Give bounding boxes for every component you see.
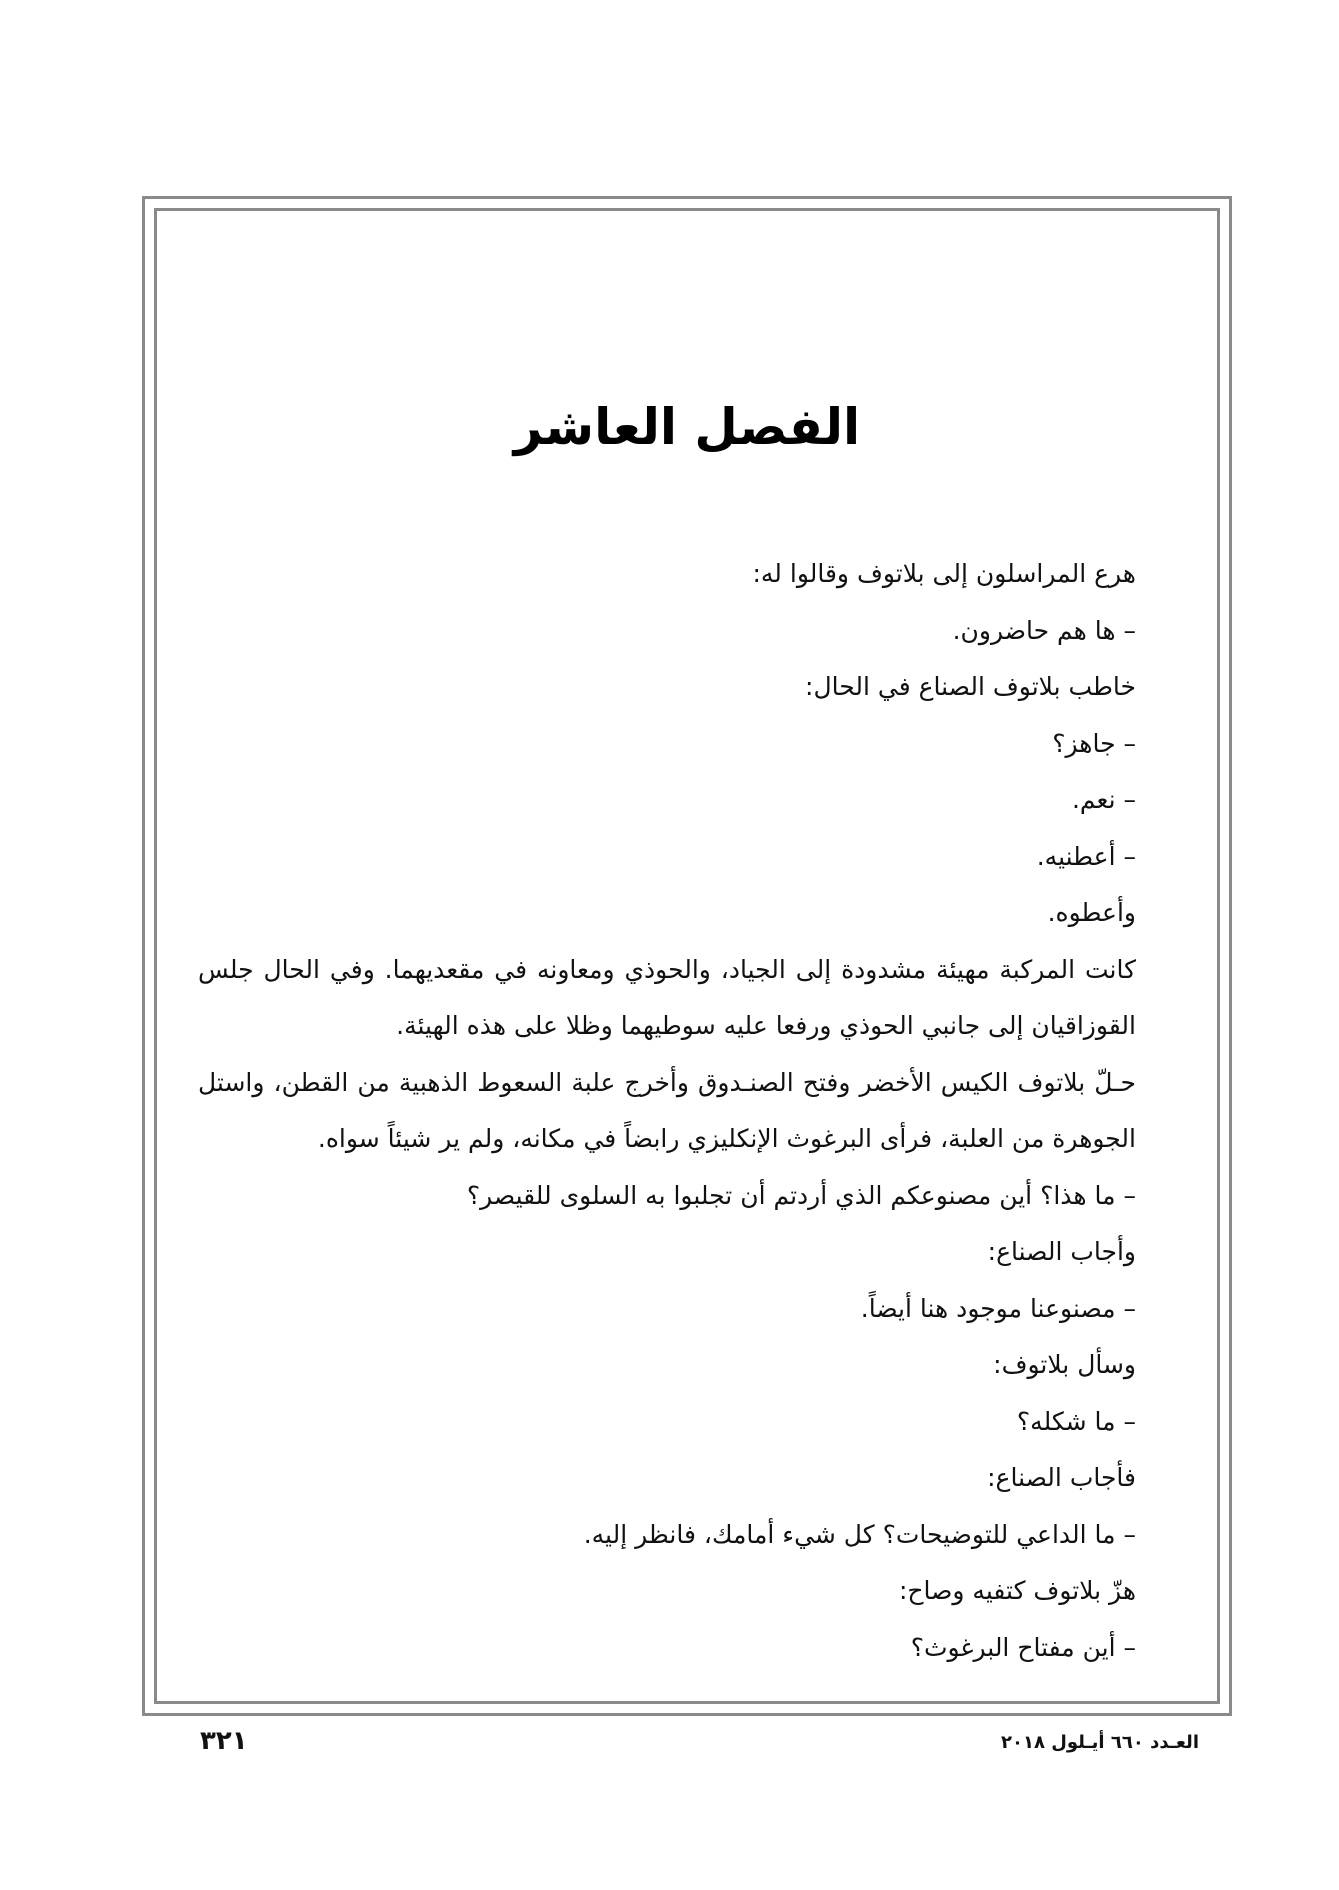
- dialogue-line: – ها هم حاضرون.: [952, 615, 1136, 645]
- dialogue-line: – مصنوعنا موجود هنا أيضاً.: [860, 1293, 1136, 1323]
- paragraph: حـلّ بلاتوف الكيس الأخضر وفتح الصنـدوق وأخرج علبة السعوط الذهبية من القطن، واستل الجوهرة من العلبة، فرأى البرغوث الإنكليزي رابضاً في مكانه، ولم ير شيئاً سواه.: [198, 1067, 1136, 1153]
- paragraph: خاطب بلاتوف الصناع في الحال:: [805, 672, 1136, 701]
- dialogue-line: – ما هذا؟ أين مصنوعكم الذي أردتم أن تجلبوا به السلوى للقيصر؟: [466, 1180, 1136, 1210]
- dialogue-line: – ما الداعي للتوضيحات؟ كل شيء أمامك، فانظر إليه.: [583, 1519, 1136, 1549]
- paragraph: كانت المركبة مهيئة مشدودة إلى الجياد، والحوذي ومعاونه في مقعديهما. وفي الحال جلس القوزاقيان إلى جانبي الحوذي ورفعا عليه سوطيهما وظلا على هذه الهيئة.: [198, 954, 1136, 1040]
- paragraph: فأجاب الصناع:: [987, 1463, 1136, 1492]
- dialogue-line: – نعم.: [1071, 785, 1136, 814]
- paragraph: وأجاب الصناع:: [987, 1237, 1136, 1266]
- dialogue-line: – أعطنيه.: [1036, 841, 1136, 871]
- page-number: ٣٢١: [200, 1726, 248, 1756]
- paragraph: وأعطوه.: [1047, 898, 1136, 927]
- issue-info: العـدد ٦٦٠ أيـلول ٢٠١٨: [1001, 1732, 1199, 1753]
- dialogue-line: – ما شكله؟: [1016, 1406, 1136, 1436]
- paragraph: وسأل بلاتوف:: [993, 1350, 1136, 1379]
- chapter-title: الفصل العاشر: [513, 398, 861, 456]
- dialogue-line: – جاهز؟: [1052, 728, 1136, 758]
- paragraph: هزّ بلاتوف كتفيه وصاح:: [899, 1576, 1136, 1605]
- paragraph: هرع المراسلون إلى بلاتوف وقالوا له:: [752, 559, 1136, 588]
- chapter-body: [198, 546, 1158, 1676]
- dialogue-line: – أين مفتاح البرغوث؟: [910, 1632, 1136, 1662]
